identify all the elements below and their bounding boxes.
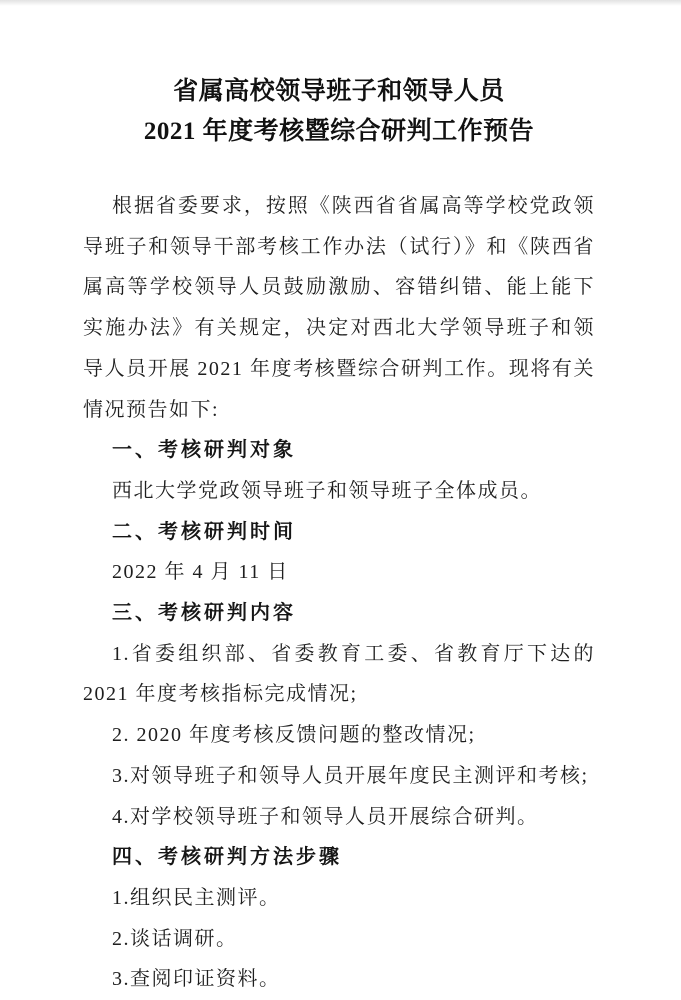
section-3-item-3: 3.对领导班子和领导人员开展年度民主测评和考核;	[112, 764, 589, 787]
intro-paragraph: 根据省委要求，按照《陕西省省属高等学校党政领导班子和领导干部考核工作办法（试行）》和《陕西省属高等学校领导人员鼓励激励、容错纠错、能上能下实施办法》有关规定，决定对西北大学领导班子和领导人员开展 2021 年度考核暨综合研判工作。现将有关情况预告如下:	[83, 195, 595, 421]
document-content	[83, 0, 595, 1000]
section-1-paragraph: 西北大学党政领导班子和领导班子全体成员。	[112, 479, 542, 502]
document-title	[83, 72, 595, 152]
document-body	[83, 186, 595, 1000]
section-2-heading: 二、考核研判时间	[112, 520, 296, 543]
section-4-step-1: 1.组织民主测评。	[112, 886, 281, 909]
section-3-item-1: 1.省委组织部、省委教育工委、省教育厅下达的 2021 年度考核指标完成情况;	[83, 642, 595, 706]
section-2-paragraph: 2022 年 4 月 11 日	[112, 561, 289, 584]
section-4-heading: 四、考核研判方法步骤	[112, 846, 342, 869]
section-4-step-2: 2.谈话调研。	[112, 927, 238, 950]
section-3-item-4: 4.对学校领导班子和领导人员开展综合研判。	[112, 805, 539, 828]
title-line-2: 2021 年度考核暨综合研判工作预告	[143, 118, 535, 145]
section-1-heading: 一、考核研判对象	[112, 439, 296, 462]
section-4-step-3: 3.查阅印证资料。	[112, 968, 281, 991]
section-3-item-2: 2. 2020 年度考核反馈问题的整改情况;	[112, 724, 476, 747]
title-line-1: 省属高校领导班子和领导人员	[173, 78, 505, 105]
section-3-heading: 三、考核研判内容	[112, 602, 296, 625]
